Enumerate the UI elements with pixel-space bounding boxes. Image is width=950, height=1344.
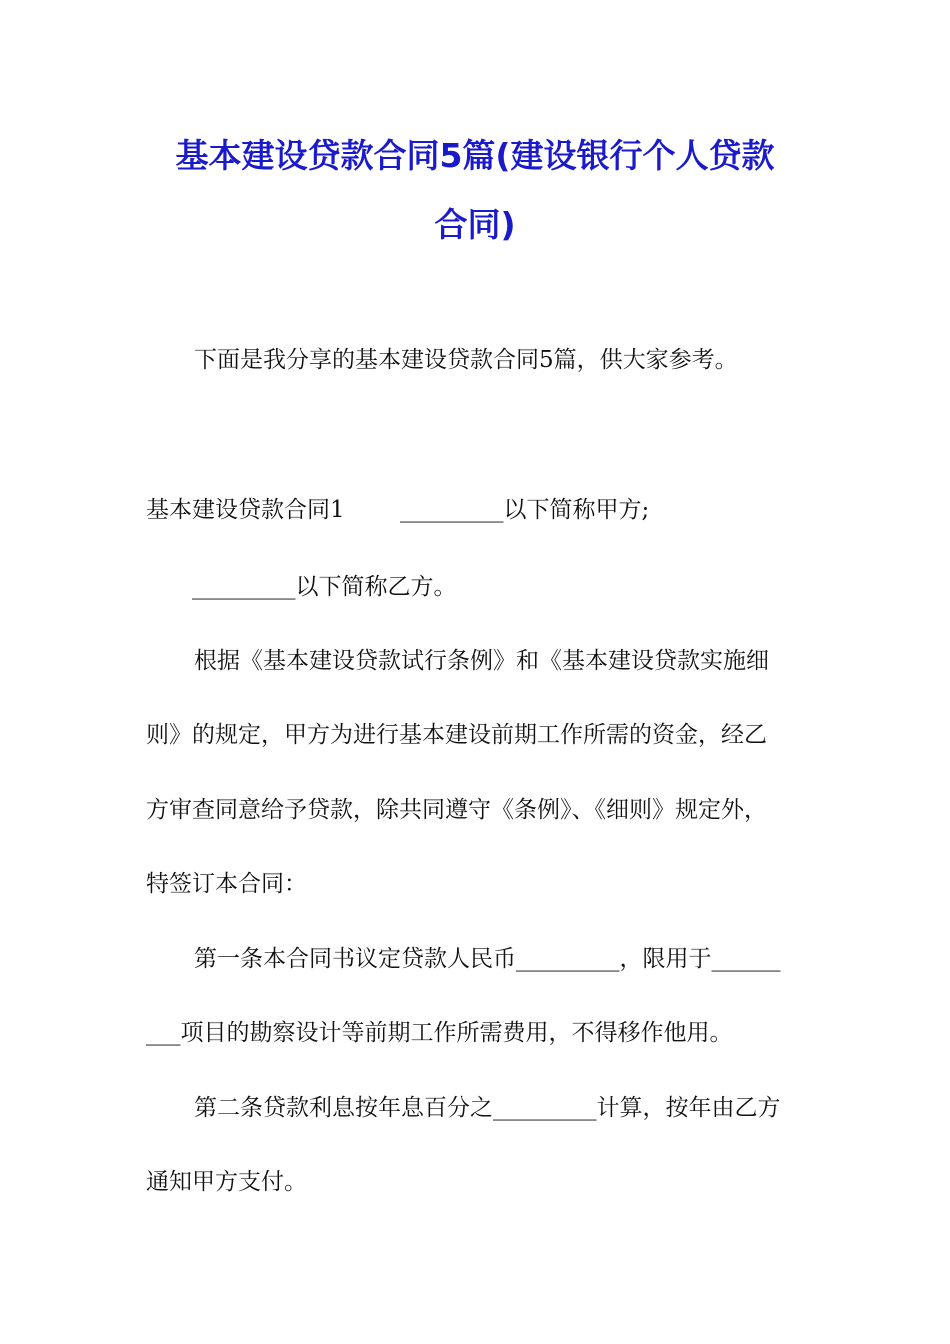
document-title-line-2: 合同) [434, 205, 516, 244]
paragraph-1-line-2: 则》的规定，甲方为进行基本建设前期工作所需的资金，经乙 [146, 722, 767, 748]
paragraph-1-line-3: 方审查同意给予贷款，除共同遵守《条例》、《细则》规定外， [146, 797, 767, 823]
party-a-line: _________以下简称甲方; [400, 497, 650, 523]
article-2-line-1: 第二条贷款利息按年息百分之_________计算，按年由乙方 [194, 1095, 781, 1121]
party-b-line: _________以下简称乙方。 [192, 574, 457, 600]
article-1-line-1: 第一条本合同书议定贷款人民币_________，限用于______ [194, 946, 781, 972]
contract-1-heading: 基本建设贷款合同1 [146, 497, 345, 523]
article-2-line-2: 通知甲方支付。 [146, 1169, 307, 1195]
paragraph-1-line-4: 特签订本合同： [146, 871, 307, 897]
document-title-line-1: 基本建设贷款合同5篇(建设银行个人贷款 [175, 136, 775, 175]
paragraph-1-line-1: 根据《基本建设贷款试行条例》和《基本建设贷款实施细 [194, 648, 769, 674]
intro-paragraph: 下面是我分享的基本建设贷款合同5篇，供大家参考。 [194, 347, 738, 373]
article-1-line-2: ___项目的勘察设计等前期工作所需费用，不得移作他用。 [146, 1020, 733, 1046]
